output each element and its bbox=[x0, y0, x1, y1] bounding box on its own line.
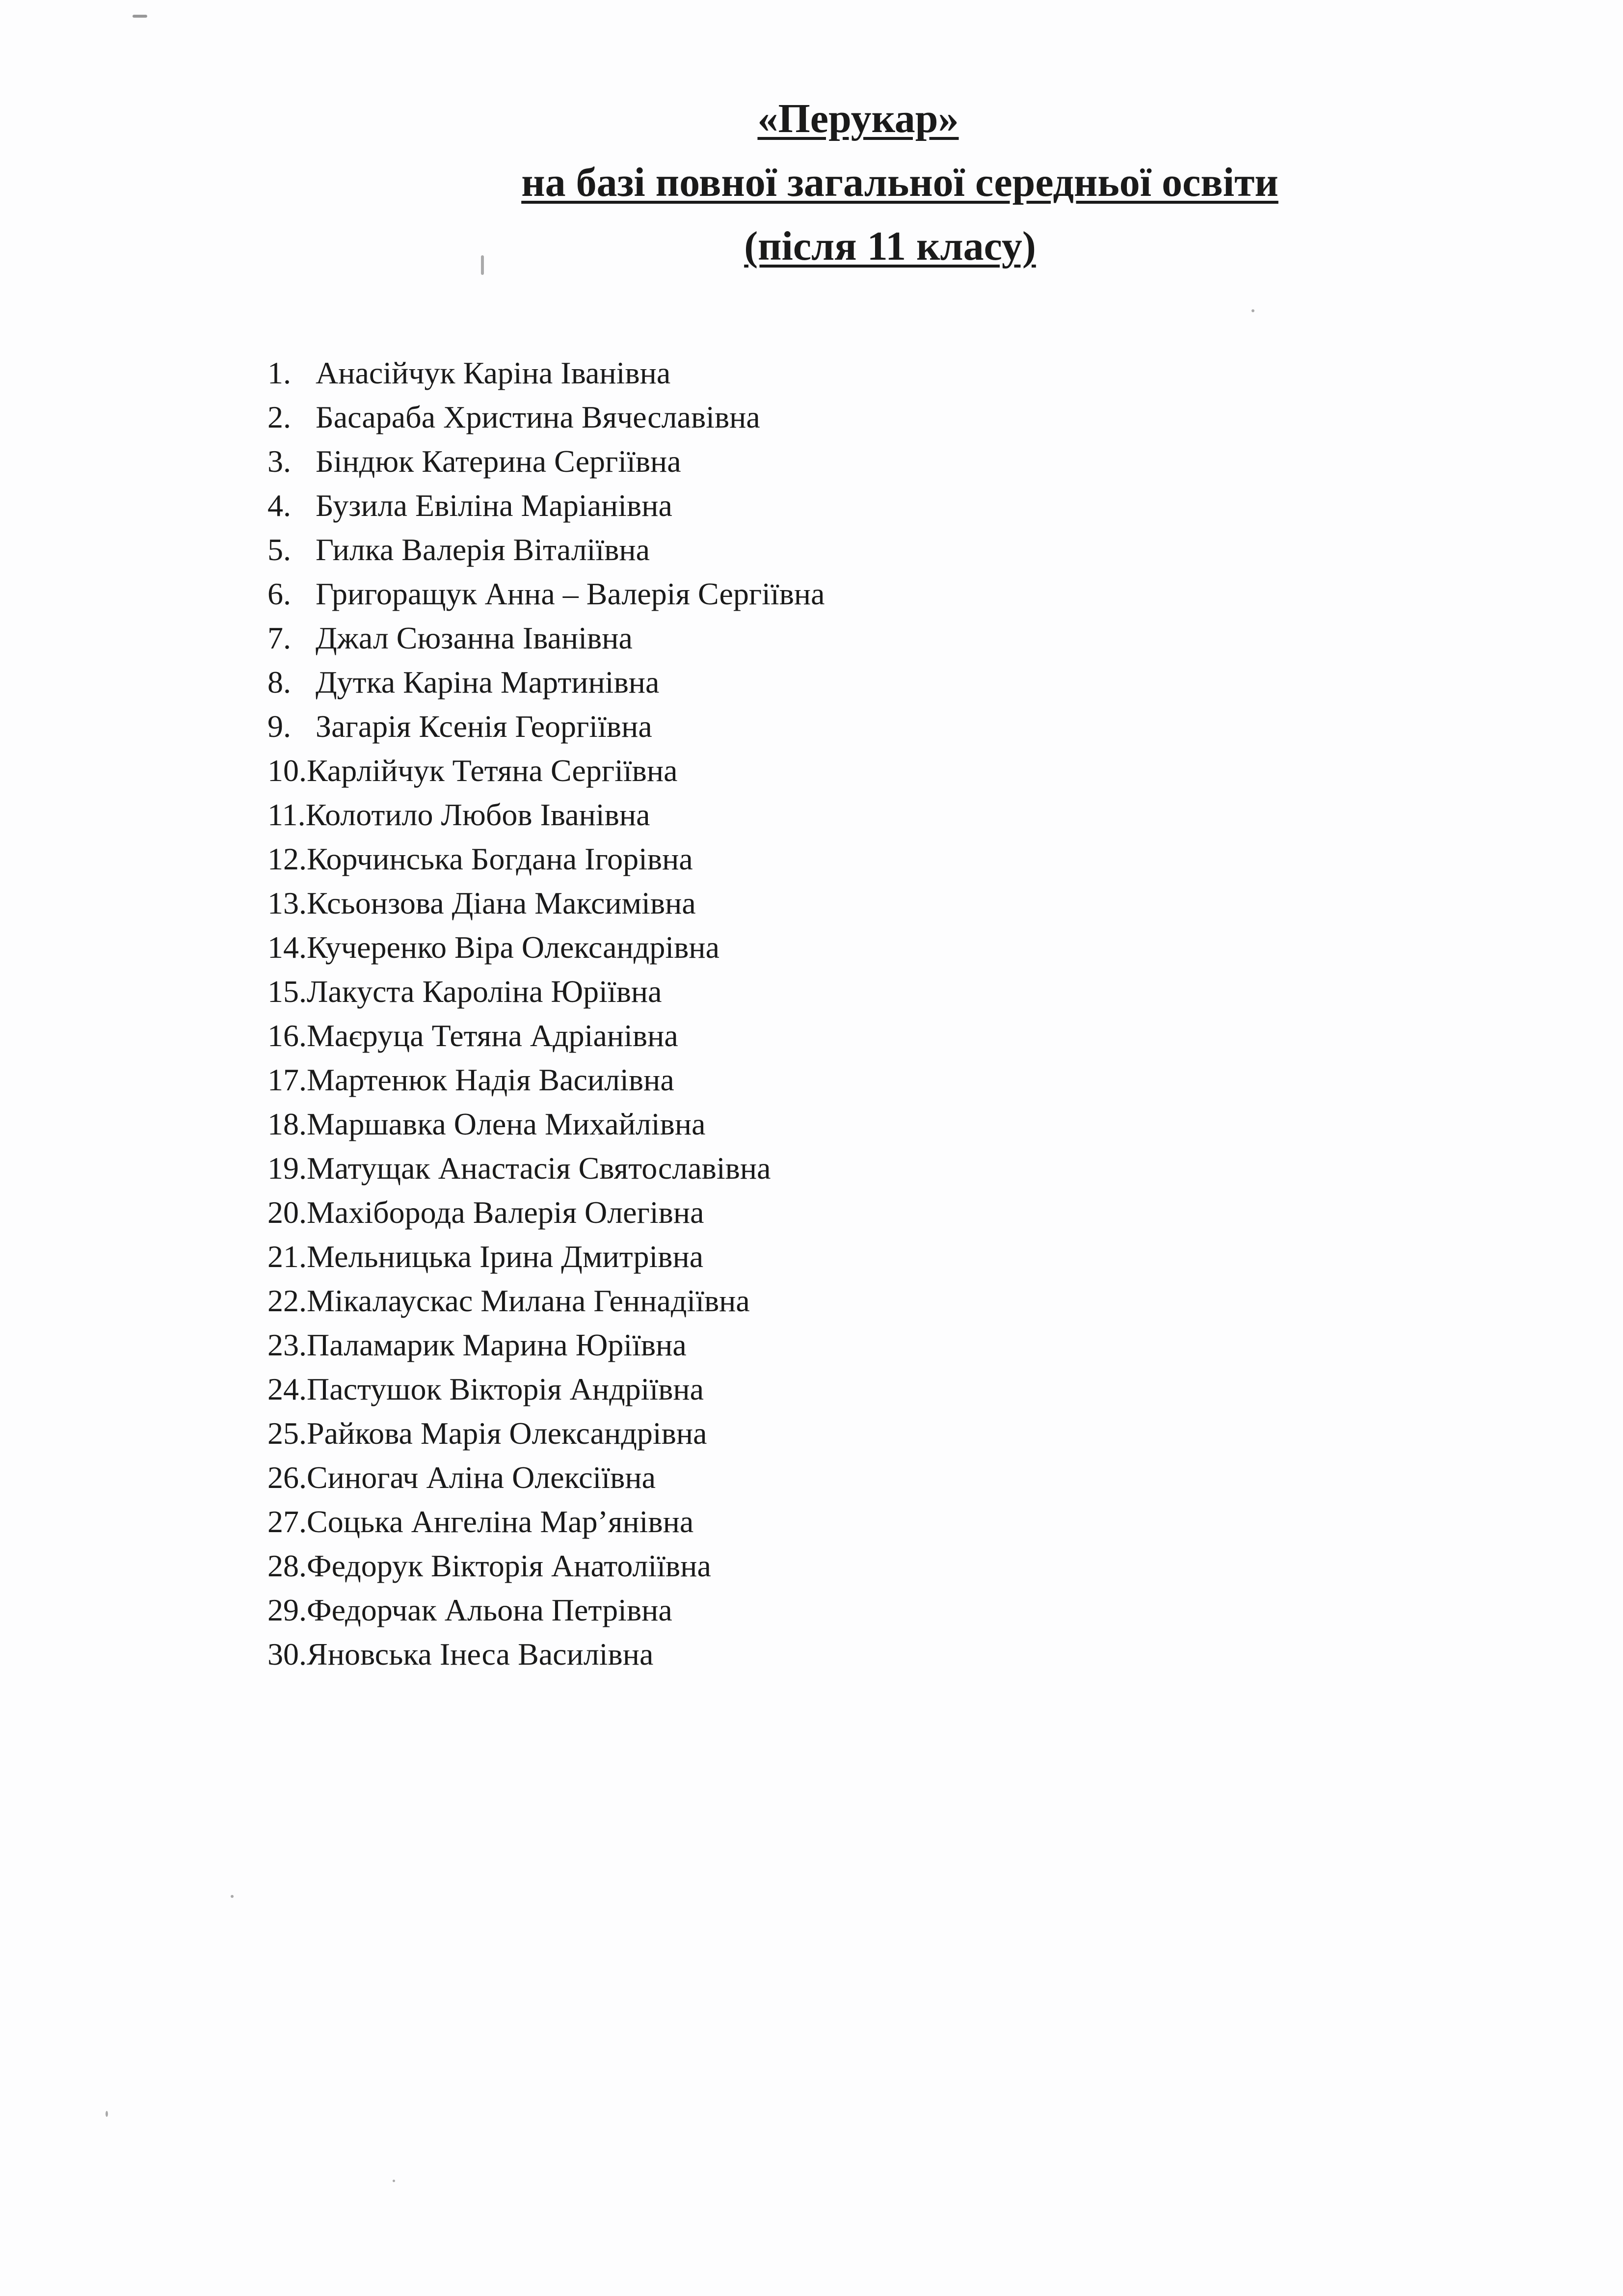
student-name: Мікалаускас Милана Геннадіївна bbox=[307, 1283, 750, 1318]
student-name: Джал Сюзанна Іванівна bbox=[316, 621, 633, 655]
item-number: 7. bbox=[267, 621, 291, 655]
item-number: 18. bbox=[267, 1107, 307, 1141]
item-number: 1. bbox=[267, 355, 291, 390]
item-number: 21. bbox=[267, 1239, 307, 1274]
document-subtitle-grade: (після 11 класу) bbox=[744, 223, 1036, 269]
student-name: Біндюк Катерина Сергіївна bbox=[316, 444, 681, 479]
student-list-item bbox=[267, 1367, 825, 1411]
student-name: Махіборода Валерія Олегівна bbox=[307, 1195, 704, 1230]
student-list-item bbox=[267, 484, 825, 528]
student-name: Паламарик Марина Юріївна bbox=[307, 1327, 687, 1362]
student-list-item bbox=[267, 1544, 825, 1588]
item-number: 9. bbox=[267, 709, 291, 744]
scan-speck bbox=[133, 15, 147, 18]
student-name: Райкова Марія Олександрівна bbox=[307, 1416, 707, 1451]
student-list-item bbox=[267, 572, 825, 616]
student-name: Федорчак Альона Петрівна bbox=[307, 1593, 672, 1627]
scan-speck bbox=[1251, 309, 1254, 312]
student-name: Маєруца Тетяна Адріанівна bbox=[307, 1018, 678, 1053]
student-list-item bbox=[267, 1456, 825, 1500]
student-list-item bbox=[267, 749, 825, 793]
item-number: 20. bbox=[267, 1195, 307, 1230]
student-list-item bbox=[267, 1279, 825, 1323]
student-list-item bbox=[267, 704, 825, 749]
student-list-item bbox=[267, 881, 825, 925]
scan-speck bbox=[231, 1895, 234, 1898]
item-number: 14. bbox=[267, 930, 307, 965]
item-number: 12. bbox=[267, 841, 307, 876]
student-name: Анасійчук Каріна Іванівна bbox=[316, 355, 671, 390]
item-number: 2. bbox=[267, 400, 291, 434]
student-name: Григоращук Анна – Валерія Сергіївна bbox=[316, 576, 825, 611]
student-name: Загарія Ксенія Георгіївна bbox=[316, 709, 652, 744]
student-name: Гилка Валерія Віталіївна bbox=[316, 532, 650, 567]
item-number: 16. bbox=[267, 1018, 307, 1053]
item-number: 29. bbox=[267, 1593, 307, 1627]
item-number: 26. bbox=[267, 1460, 307, 1495]
student-list-item bbox=[267, 793, 825, 837]
document-title: «Перукар» bbox=[757, 96, 959, 141]
student-list-item bbox=[267, 616, 825, 660]
student-name: Мартенюк Надія Василівна bbox=[307, 1062, 674, 1097]
student-list-item bbox=[267, 1411, 825, 1456]
scan-speck bbox=[106, 2111, 108, 2117]
student-list-item bbox=[267, 1190, 825, 1235]
item-number: 25. bbox=[267, 1416, 307, 1451]
item-number: 15. bbox=[267, 974, 307, 1009]
student-list-item bbox=[267, 1323, 825, 1367]
student-name: Карлійчук Тетяна Сергіївна bbox=[307, 753, 678, 788]
student-name: Кучеренко Віра Олександрівна bbox=[307, 930, 719, 965]
scan-speck bbox=[393, 2180, 395, 2182]
student-name: Корчинська Богдана Ігорівна bbox=[307, 841, 693, 876]
item-number: 8. bbox=[267, 665, 291, 700]
student-list-item bbox=[267, 395, 825, 439]
student-list-item bbox=[267, 1632, 825, 1676]
item-number: 3. bbox=[267, 444, 291, 479]
student-name: Колотило Любов Іванівна bbox=[305, 797, 650, 832]
student-list-item bbox=[267, 1588, 825, 1632]
scan-speck bbox=[481, 255, 484, 275]
student-list-item bbox=[267, 528, 825, 572]
student-name: Федорук Вікторія Анатоліївна bbox=[307, 1548, 711, 1583]
student-name: Мельницька Ірина Дмитрівна bbox=[307, 1239, 704, 1274]
student-name: Соцька Ангеліна Мар’янівна bbox=[307, 1504, 694, 1539]
student-list-item bbox=[267, 925, 825, 970]
item-number: 19. bbox=[267, 1151, 307, 1186]
student-list-item bbox=[267, 837, 825, 881]
item-number: 6. bbox=[267, 576, 291, 611]
item-number: 17. bbox=[267, 1062, 307, 1097]
item-number: 30. bbox=[267, 1637, 307, 1672]
student-list-item bbox=[267, 1014, 825, 1058]
student-list-item bbox=[267, 1146, 825, 1190]
student-list-item bbox=[267, 1058, 825, 1102]
student-list-item bbox=[267, 351, 825, 395]
item-number: 24. bbox=[267, 1372, 307, 1406]
item-number: 23. bbox=[267, 1327, 307, 1362]
student-name: Матущак Анастасія Святославівна bbox=[307, 1151, 771, 1186]
student-list bbox=[267, 351, 825, 1676]
item-number: 10. bbox=[267, 753, 307, 788]
student-list-item bbox=[267, 1500, 825, 1544]
student-name: Дутка Каріна Мартинівна bbox=[316, 665, 660, 700]
document-subtitle: на базі повної загальної середньої освіти bbox=[521, 160, 1278, 205]
item-number: 4. bbox=[267, 488, 291, 523]
student-list-item bbox=[267, 1102, 825, 1146]
student-name: Бузила Евіліна Маріанівна bbox=[316, 488, 672, 523]
student-name: Лакуста Кароліна Юріївна bbox=[307, 974, 662, 1009]
student-name: Ксьонзова Діана Максимівна bbox=[307, 886, 696, 920]
student-list-item bbox=[267, 970, 825, 1014]
student-list-item bbox=[267, 439, 825, 484]
student-name: Яновська Інеса Василівна bbox=[307, 1637, 654, 1672]
student-list-item bbox=[267, 1235, 825, 1279]
item-number: 28. bbox=[267, 1548, 307, 1583]
item-number: 5. bbox=[267, 532, 291, 567]
student-name: Синогач Аліна Олексіївна bbox=[307, 1460, 656, 1495]
item-number: 22. bbox=[267, 1283, 307, 1318]
student-list-item bbox=[267, 660, 825, 704]
student-name: Маршавка Олена Михайлівна bbox=[307, 1107, 706, 1141]
item-number: 13. bbox=[267, 886, 307, 920]
item-number: 27. bbox=[267, 1504, 307, 1539]
student-name: Пастушок Вікторія Андріївна bbox=[307, 1372, 704, 1406]
item-number: 11. bbox=[267, 797, 306, 832]
student-name: Басараба Христина Вячеславівна bbox=[316, 400, 760, 434]
